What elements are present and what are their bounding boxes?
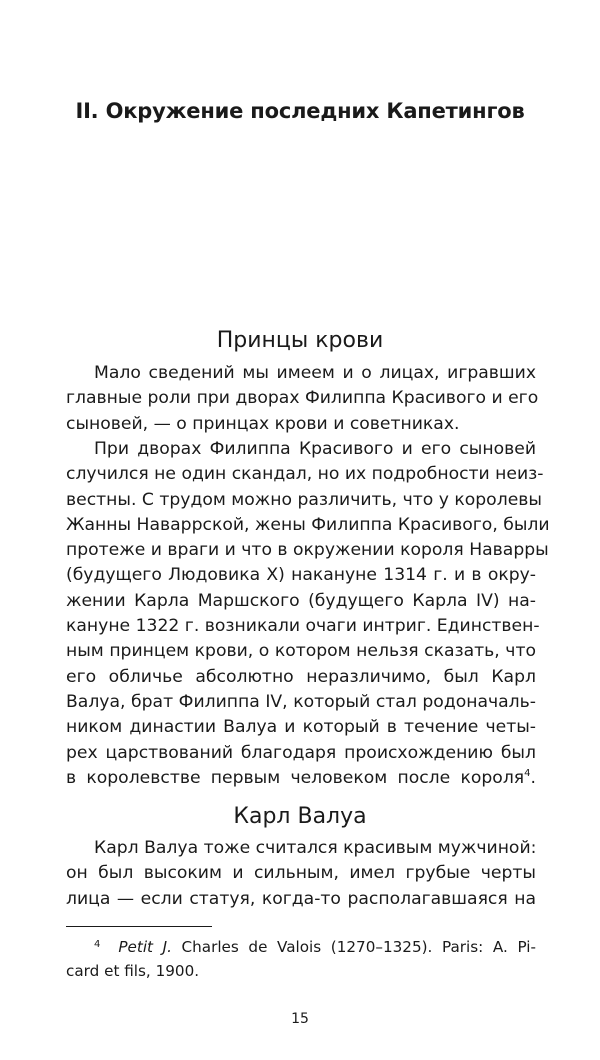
text-line-with-footnote: в королевстве первым человеком после короля$^4$. — [66, 767, 536, 788]
footnote-author: Petit J. — [118, 938, 172, 956]
text-line: жении Карла Маршского (будущего Карла IV) на- — [66, 590, 536, 611]
section-title-princes: Принцы крови — [216, 328, 384, 353]
text-line: Жанны Наваррской, жены Филиппа Красивого, были — [66, 514, 550, 535]
section-title-charles-valois: Карл Валуа — [233, 804, 367, 829]
text-line: главные роли при дворах Филиппа Красивого и его — [66, 388, 539, 409]
chapter-title: II. Окружение последних Капетингов — [75, 99, 525, 123]
text-line: Валуа, брат Филиппа IV, который стал родоначаль- — [66, 691, 536, 712]
footnote — [66, 933, 536, 983]
text-line: Мало сведений мы имеем и о лицах, игравших — [94, 363, 536, 383]
footnote-text: Charles de Valois (1270–1325). Paris: A. Pi- — [171, 938, 536, 956]
text-line: протеже и враги и что в окружении короля Наварры — [66, 540, 549, 561]
text-line: кануне 1322 г. возникали очаги интриг. Единствен- — [66, 616, 540, 637]
footnote-line — [66, 933, 536, 959]
footnote-divider — [66, 926, 212, 927]
paragraph-1 — [66, 361, 539, 437]
text-line: Карл Валуа тоже считался красивым мужчиной: — [94, 838, 537, 858]
text-line: вестны. С трудом можно различить, что у королевы — [66, 489, 542, 510]
footnote-number: 4 — [94, 939, 101, 950]
footnote-ref[interactable]: 4 — [524, 767, 531, 779]
text-line: случился не один скандал, но их подробности неиз- — [66, 464, 544, 485]
paragraph-2 — [66, 437, 550, 791]
text-line: ником династии Валуа и который в течение четы- — [66, 717, 536, 738]
text-line: лица — если статуя, когда-то располагавшаяся на — [66, 888, 536, 909]
footnote-line: card et fils, 1900. — [66, 962, 200, 980]
text-line: рех царствований благодаря происхождению был — [66, 742, 536, 763]
text-line: ным принцем крови, о котором нельзя сказать, что — [66, 641, 536, 662]
paragraph-3 — [66, 836, 536, 912]
text-line: (будущего Людовика X) накануне 1314 г. и в окру- — [66, 565, 536, 586]
text-line-content: в королевстве первым человеком после короля — [66, 767, 525, 788]
page-number: 15 — [291, 1011, 309, 1027]
text-line: его обличье абсолютно неразличимо, был Карл — [66, 666, 536, 687]
text-line: сыновей, — о принцах крови и советниках. — [66, 413, 460, 434]
text-line: он был высоким и сильным, имел грубые черты — [66, 863, 536, 884]
text-line: При дворах Филиппа Красивого и его сыновей — [94, 439, 536, 459]
